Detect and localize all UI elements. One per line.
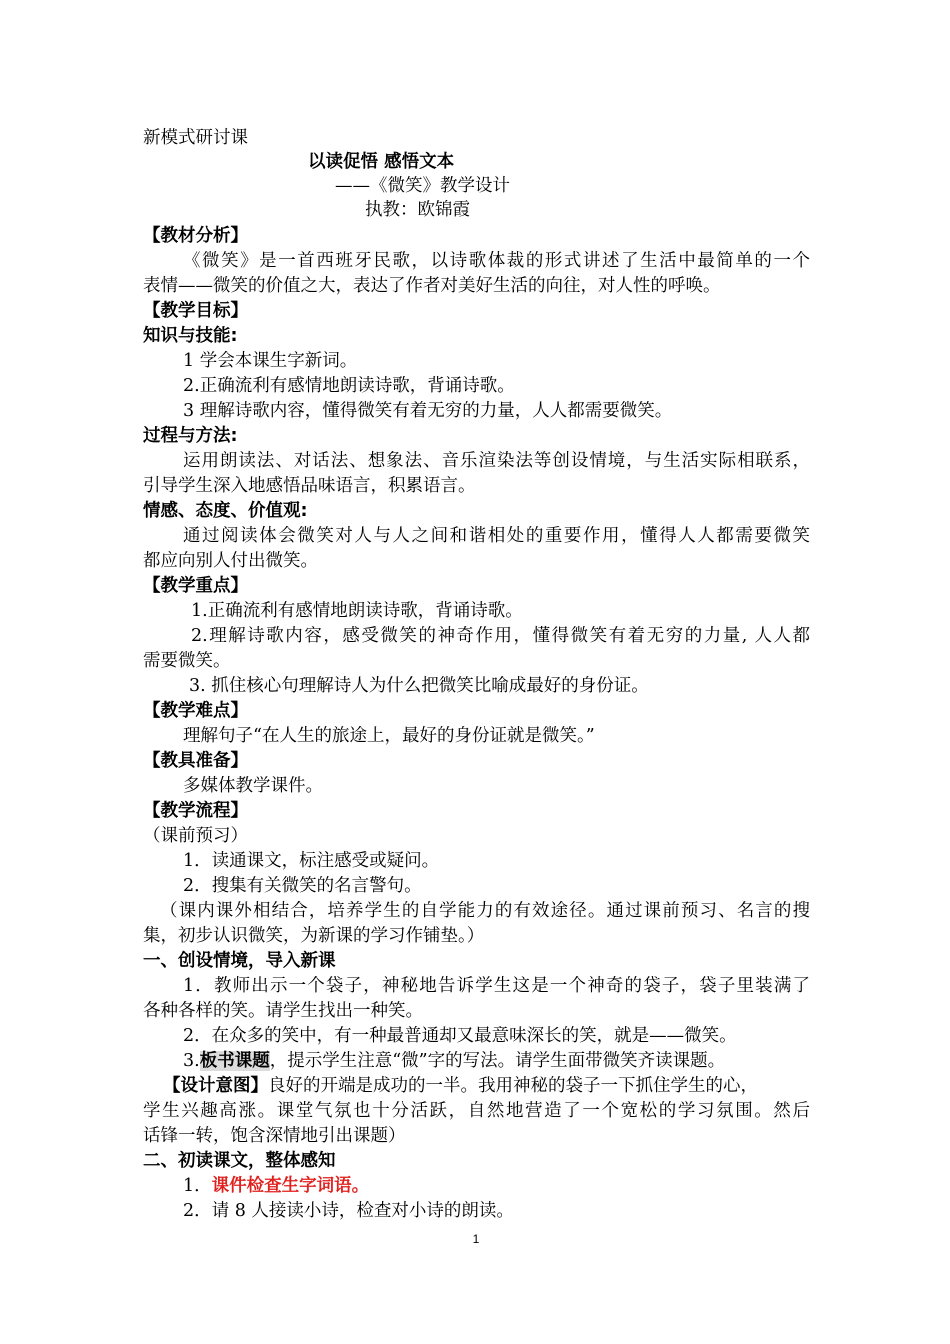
part2-item-2: 2．请 8 人接读小诗，检查对小诗的朗读。 — [183, 1201, 514, 1221]
flow-heading: 【教学流程】 — [143, 801, 248, 821]
process-heading: 过程与方法: — [143, 426, 238, 446]
difficulty-text: 理解句子“在人生的旅途上，最好的身份证就是微笑。” — [183, 726, 595, 746]
part1-item-2: 2．在众多的笑中，有一种最普通却又最意味深长的笑，就是——微笑。 — [183, 1026, 737, 1046]
key-points-heading: 【教学重点】 — [143, 576, 248, 596]
part1-item-1a: 1．教师出示一个袋子，神秘地告诉学生这是一个神奇的袋子，袋子里装满了 — [183, 976, 810, 996]
design-intent-line-1 — [163, 1074, 833, 1099]
goals-heading: 【教学目标】 — [143, 301, 248, 321]
tools-text: 多媒体教学课件。 — [183, 776, 323, 796]
difficulty-heading: 【教学难点】 — [143, 701, 248, 721]
part1-item-1b: 各种各样的笑。请学生找出一种笑。 — [143, 1001, 423, 1021]
knowledge-heading: 知识与技能: — [143, 326, 238, 346]
key-point-2a: 2.理解诗歌内容，感受微笑的神奇作用，懂得微笑有着无穷的力量, 人人都 — [191, 626, 810, 646]
process-text-1: 运用朗读法、对话法、想象法、音乐渲染法等创设情境，与生活实际相联系， — [183, 451, 810, 471]
preview-item-1: 1．读通课文，标注感受或疑问。 — [183, 851, 440, 871]
part1-item-3 — [183, 1049, 853, 1074]
doc-subtitle: ——《微笑》教学设计 — [335, 176, 510, 196]
doc-title: 以读促悟 感悟文本 — [308, 152, 455, 172]
tools-heading: 【教具准备】 — [143, 751, 248, 771]
design-intent-text-2: 学生兴趣高涨。课堂气氛也十分活跃，自然地营造了一个宽松的学习氛围。然后 — [143, 1101, 810, 1121]
analysis-text-2: 表情——微笑的价值之大，表达了作者对美好生活的向往，对人性的呼唤。 — [143, 276, 721, 296]
part2-heading: 二、初读课文，整体感知 — [143, 1151, 336, 1171]
key-point-2b: 需要微笑。 — [143, 651, 231, 671]
doc-header: 新模式研讨课 — [143, 128, 248, 148]
page-number: 1 — [472, 1232, 480, 1246]
values-text-1: 通过阅读体会微笑对人与人之间和谐相处的重要作用，懂得人人都需要微笑 — [183, 526, 810, 546]
values-text-2: 都应向别人付出微笑。 — [143, 551, 318, 571]
analysis-text-1: 《微笑》是一首西班牙民歌，以诗歌体裁的形式讲述了生活中最简单的一个 — [183, 251, 810, 271]
key-point-1: 1.正确流利有感情地朗读诗歌，背诵诗歌。 — [191, 601, 523, 621]
preview-label: （课前预习） — [143, 826, 248, 846]
process-text-2: 引导学生深入地感悟品味语言，积累语言。 — [143, 476, 476, 496]
knowledge-item-1: 1 学会本课生字新词。 — [183, 351, 358, 371]
analysis-heading: 【教材分析】 — [143, 226, 248, 246]
part2-item-1-text: 课件检查生字词语。 — [211, 1176, 370, 1196]
part2-item-1-number: 1． — [183, 1176, 212, 1196]
part1-heading: 一、创设情境，导入新课 — [143, 951, 336, 971]
doc-teacher: 执教：欧锦霞 — [365, 200, 470, 220]
knowledge-item-3: 3 理解诗歌内容，懂得微笑有着无穷的力量，人人都需要微笑。 — [183, 401, 673, 421]
design-intent-text-1: 良好的开端是成功的一半。我用神秘的袋子一下抓住学生的心， — [268, 1076, 758, 1096]
preview-note-1: （课内课外相结合，培养学生的自学能力的有效途径。通过课前预习、名言的搜 — [160, 901, 810, 921]
part2-item-1 — [183, 1174, 853, 1199]
part1-item-3-highlight: 板书课题 — [199, 1051, 270, 1071]
knowledge-item-2: 2.正确流利有感情地朗读诗歌，背诵诗歌。 — [183, 376, 515, 396]
key-point-3: 3. 抓住核心句理解诗人为什么把微笑比喻成最好的身份证。 — [189, 676, 649, 696]
design-intent-label: 【设计意图】 — [163, 1076, 268, 1096]
preview-item-2: 2．搜集有关微笑的名言警句。 — [183, 876, 422, 896]
values-heading: 情感、态度、价值观: — [143, 501, 308, 521]
design-intent-text-3: 话锋一转，饱含深情地引出课题） — [143, 1126, 406, 1146]
preview-note-2: 集，初步认识微笑，为新课的学习作铺垫。） — [143, 926, 485, 946]
part1-item-3-rest: ，提示学生注意“微”字的写法。请学生面带微笑齐读课题。 — [269, 1051, 726, 1071]
part1-item-3-prefix: 3. — [183, 1051, 200, 1071]
